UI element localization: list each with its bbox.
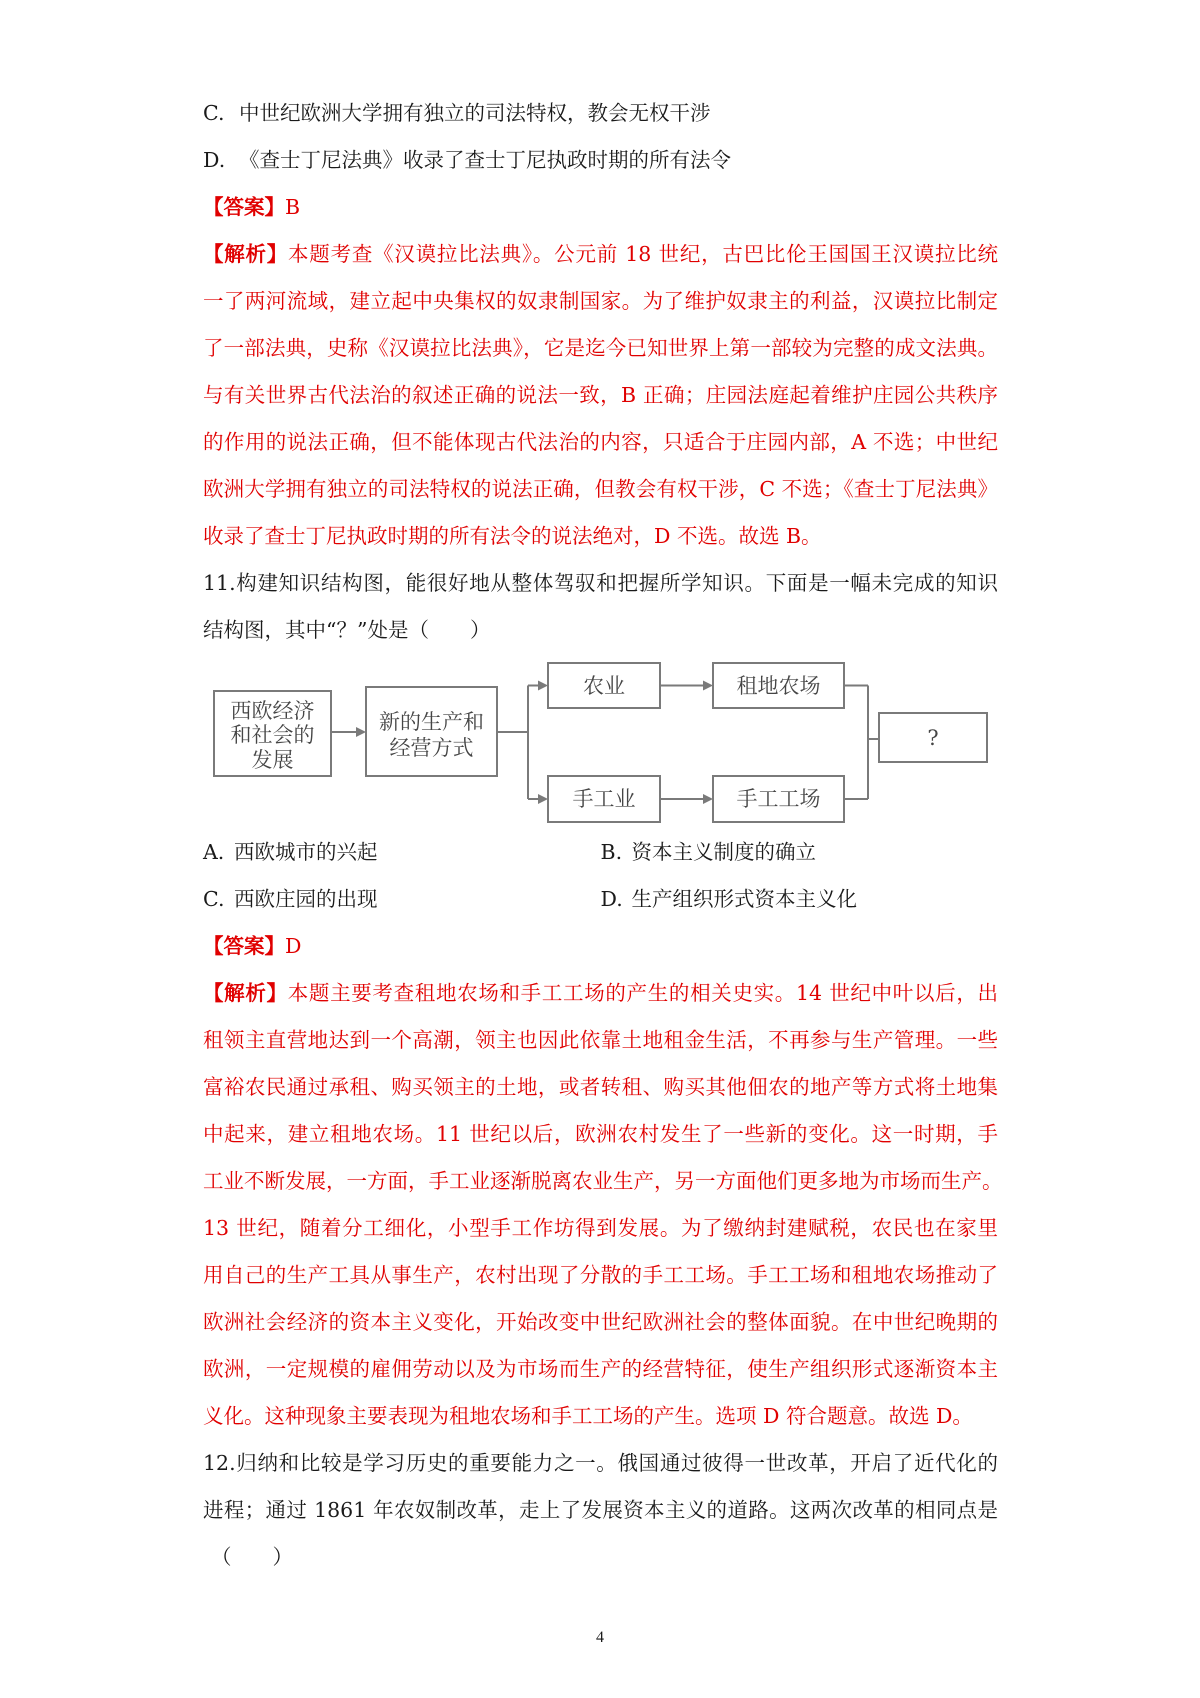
page-number: 4: [596, 1629, 604, 1646]
q11-analysis-line: 工业不断发展，一方面，手工业逐渐脱离农业生产，另一方面他们更多地为市场而生产。: [203, 1169, 1003, 1193]
option-label: B.: [600, 840, 623, 864]
q11-analysis-line: [203, 970, 998, 1017]
mode-text-line: 新的生产和: [379, 710, 484, 734]
source-text-line: 和社会的: [230, 723, 315, 747]
answer-value: D: [285, 934, 302, 958]
page-content: [203, 90, 1003, 1581]
analysis-label: 【解析】: [203, 242, 289, 266]
option-text: 生产组织形式资本主义化: [631, 887, 857, 911]
source-text-line: 西欧经济: [230, 699, 315, 723]
q10-analysis-line: [203, 231, 998, 278]
mode-text-line: 经营方式: [389, 736, 474, 760]
q11-analysis-line: 13 世纪，随着分工细化，小型手工作坊得到发展。为了缴纳封建赋税，农民也在家里: [203, 1216, 998, 1240]
option-text: 西欧庄园的出现: [234, 887, 378, 911]
q11-option-c: [203, 876, 601, 923]
answer-label: 【答案】: [203, 934, 285, 958]
option-text: 《查士丁尼法典》收录了查士丁尼执政时期的所有法令: [239, 148, 731, 172]
q10-analysis-line: 了一部法典，史称《汉谟拉比法典》，它是迄今已知世界上第一部较为完整的成文法典。: [203, 336, 998, 360]
q12-stem-line: 12.归纳和比较是学习历史的重要能力之一。俄国通过彼得一世改革，开启了近代化的: [203, 1451, 998, 1475]
agriculture-text: 农业: [583, 674, 625, 698]
q11-option-b: [601, 829, 999, 876]
q11-answer: [203, 923, 998, 970]
option-label: C.: [203, 101, 225, 125]
q10-option-c: [203, 90, 998, 137]
farm-text: 租地农场: [736, 674, 821, 698]
q12-answer-blank: （ ）: [211, 1545, 293, 1569]
q10-analysis-line: 欧洲大学拥有独立的司法特权的说法正确，但教会有权干涉，C 不选；《查士丁尼法典》: [203, 477, 998, 501]
option-text: 西欧城市的兴起: [234, 840, 378, 864]
knowledge-structure-diagram: [203, 654, 998, 829]
q10-analysis-line: 的作用的说法正确，但不能体现古代法治的内容，只适合于庄园内部，A 不选；中世纪: [203, 430, 998, 454]
option-label: C.: [203, 887, 225, 911]
diagram-svg: [203, 654, 998, 829]
answer-label: 【答案】: [203, 195, 285, 219]
q11-option-row: [203, 876, 998, 923]
q11-analysis-line: 欧洲，一定规模的雇佣劳动以及为市场而生产的经营特征，使生产组织形式逐渐资本主: [203, 1357, 998, 1381]
option-text: 资本主义制度的确立: [631, 840, 816, 864]
unknown-text: ?: [927, 726, 939, 750]
q11-option-a: [203, 829, 601, 876]
handicraft-text: 手工业: [572, 787, 636, 811]
q11-analysis-line: 欧洲社会经济的资本主义变化，开始改变中世纪欧洲社会的整体面貌。在中世纪晚期的: [203, 1310, 998, 1334]
analysis-label: 【解析】: [203, 981, 288, 1005]
analysis-text: 本题考查《汉谟拉比法典》。公元前 18 世纪，古巴比伦王国国王汉谟拉比统: [288, 242, 998, 266]
q11-analysis-line: 义化。这种现象主要表现为租地农场和手工工场的产生。选项 D 符合题意。故选 D。: [203, 1404, 973, 1428]
answer-value: B: [285, 195, 301, 219]
q10-analysis-line: 收录了查士丁尼执政时期的所有法令的说法绝对，D 不选。故选 B。: [203, 524, 822, 548]
q10-analysis-line: 一了两河流域，建立起中央集权的奴隶制国家。为了维护奴隶主的利益，汉谟拉比制定: [203, 289, 998, 313]
q11-analysis-line: 租领主直营地达到一个高潮，领主也因此依靠土地租金生活，不再参与生产管理。一些: [203, 1028, 998, 1052]
q11-analysis-line: 富裕农民通过承租、购买领主的土地，或者转租、购买其他佃农的地产等方式将土地集: [203, 1075, 998, 1099]
analysis-text: 本题主要考查租地农场和手工工场的产生的相关史实。14 世纪中叶以后，出: [287, 981, 998, 1005]
q11-option-d: [601, 876, 999, 923]
q12-stem-line: 进程；通过 1861 年农奴制改革，走上了发展资本主义的道路。这两次改革的相同点是: [203, 1498, 998, 1522]
option-label: A.: [203, 840, 225, 864]
workshop-text: 手工工场: [736, 787, 821, 811]
q10-answer: [203, 184, 998, 231]
q11-analysis-line: 用自己的生产工具从事生产，农村出现了分散的手工工场。手工工场和租地农场推动了: [203, 1263, 998, 1287]
option-label: D.: [600, 887, 623, 911]
q11-stem-line: 结构图，其中“？”处是（ ）: [203, 618, 491, 642]
option-label: D.: [203, 148, 226, 172]
q10-analysis-line: 与有关世界古代法治的叙述正确的说法一致，B 正确；庄园法庭起着维护庄园公共秩序: [203, 383, 998, 407]
q10-option-d: [203, 137, 998, 184]
q11-analysis-line: 中起来，建立租地农场。11 世纪以后，欧洲农村发生了一些新的变化。这一时期，手: [203, 1122, 998, 1146]
source-text-line: 发展: [251, 748, 294, 772]
q11-option-row: [203, 829, 998, 876]
option-text: 中世纪欧洲大学拥有独立的司法特权，教会无权干涉: [239, 101, 711, 125]
q11-stem-line: 11.构建知识结构图，能很好地从整体驾驭和把握所学知识。下面是一幅未完成的知识: [203, 571, 998, 595]
